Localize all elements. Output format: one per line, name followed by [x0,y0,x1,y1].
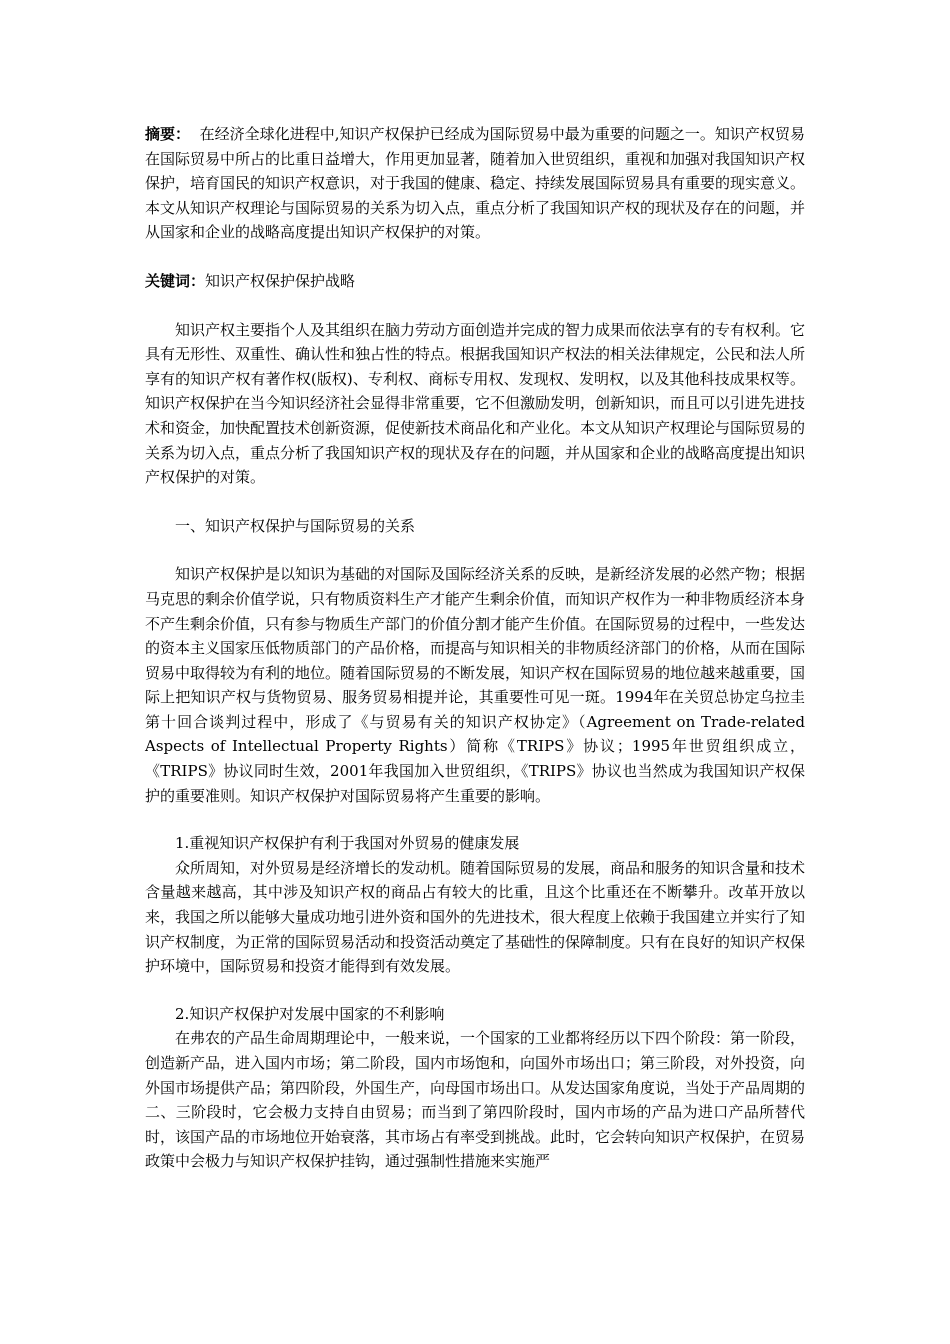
document-page [145,122,805,1174]
keywords-paragraph [145,269,805,294]
subsection1-body: 众所周知，对外贸易是经济增长的发动机。随着国际贸易的发展，商品和服务的知识含量和技术含量越来越高，其中涉及知识产权的商品占有较大的比重，且这个比重还在不断攀升。改革开放以来，我国之所以能够大量成功地引进外资和国外的先进技术，很大程度上依赖于我国建立并实行了知识产权制度，为正常的国际贸易活动和投资活动奠定了基础性的保障制度。只有在良好的知识产权保护环境中，国际贸易和投资才能得到有效发展。 [145,858,806,976]
intro-paragraph: 知识产权主要指个人及其组织在脑力劳动方面创造并完成的智力成果而依法享有的专有权利。它具有无形性、双重性、确认性和独占性的特点。根据我国知识产权法的相关法律规定，公民和法人所享有的知识产权有著作权(版权)、专利权、商标专用权、发现权、发明权，以及其他科技成果权等。知识产权保护在当今知识经济社会显得非常重要，它不但激励发明，创新知识，而且可以引进先进技术和资金，加快配置技术创新资源，促使新技术商品化和产业化。本文从知识产权理论与国际贸易的关系为切入点，重点分析了我国知识产权的现状及存在的问题，并从国家和企业的战略高度提出知识产权保护的对策。 [145,320,806,487]
keywords-label: 关键词： [145,271,206,290]
abstract-paragraph [145,122,805,245]
section1-body: 知识产权保护是以知识为基础的对国际及国际经济关系的反映，是新经济发展的必然产物；根据马克思的剩余价值学说，只有物质资料生产才能产生剩余价值，而知识产权作为一种非物质经济本身不产生剩余价值，只有参与物质生产部门的价值分割才能产生价值。在国际贸易的过程中，一些发达的资本主义国家压低物质部门的产品价格，而提高与知识相关的非物质经济部门的价格，从而在国际贸易中取得较为有利的地位。随着国际贸易的不断发展，知识产权在国际贸易的地位越来越重要，国际上把知识产权与货物贸易、服务贸易相提并论，其重要性可见一斑。1994年在关贸总协定乌拉圭第十回合谈判过程中，形成了《与贸易有关的知识产权协定》（Agreement on Trade-related Aspects of Intellectual Property Rights）简称《TRIPS》协议；1995年世贸组织成立，《TRIPS》协议同时生效，2001年我国加入世贸组织，《TRIPS》协议也当然成为我国知识产权保护的重要准则。知识产权保护对国际贸易将产生重要的影响。 [145,565,806,805]
subsection1-heading: 1.重视知识产权保护有利于我国对外贸易的健康发展 [175,834,520,853]
subsection2-heading: 2.知识产权保护对发展中国家的不利影响 [175,1004,445,1023]
abstract-text: 在经济全球化进程中,知识产权保护已经成为国际贸易中最为重要的问题之一。知识产权贸易在国际贸易中所占的比重日益增大，作用更加显著，随着加入世贸组织，重视和加强对我国知识产权保护，培育国民的知识产权意识，对于我国的健康、稳定、持续发展国际贸易具有重要的现实意义。本文从知识产权理论与国际贸易的关系为切入点，重点分析了我国知识产权的现状及存在的问题，并从国家和企业的战略高度提出知识产权保护的对策。 [145,125,806,242]
section1-heading: 一、知识产权保护与国际贸易的关系 [175,516,416,535]
keywords-text: 知识产权保护保护战略 [205,271,356,290]
abstract-label: 摘要： [145,125,191,143]
subsection2-body: 在弗农的产品生命周期理论中，一般来说，一个国家的工业都将经历以下四个阶段：第一阶段，创造新产品，进入国内市场；第二阶段，国内市场饱和，向国外市场出口；第三阶段，对外投资，向外国市场提供产品；第四阶段，外国生产，向母国市场出口。从发达国家角度说，当处于产品周期的二、三阶段时，它会极力支持自由贸易；而当到了第四阶段时，国内市场的产品为进口产品所替代时，该国产品的市场地位开始衰落，其市场占有率受到挑战。此时，它会转向知识产权保护，在贸易政策中会极力与知识产权保护挂钩，通过强制性措施来实施严 [145,1029,806,1171]
